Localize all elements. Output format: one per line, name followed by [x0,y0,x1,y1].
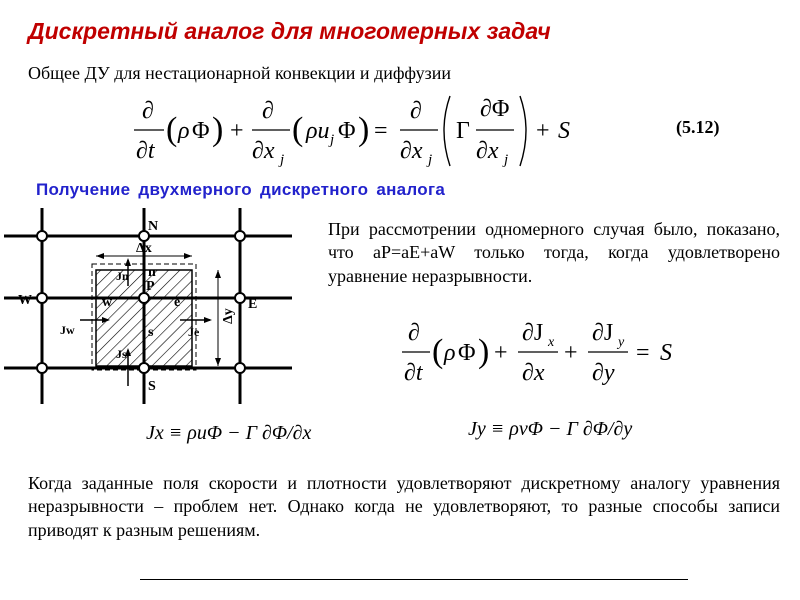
svg-text:+: + [230,118,244,144]
svg-text:S: S [660,340,672,366]
label-P: P [146,279,155,294]
svg-text:∂J: ∂J [522,320,544,346]
label-e: e [174,295,181,310]
svg-text:j: j [330,132,335,148]
svg-text:∂t: ∂t [136,138,155,164]
label-Je: Je [188,325,200,339]
label-Js: Js [116,347,127,361]
svg-text:Φ: Φ [192,118,210,144]
bottom-divider [140,579,688,580]
svg-text:∂t: ∂t [404,360,423,386]
svg-text:): ) [478,333,490,370]
main-equation [130,88,590,176]
svg-text:Φ: Φ [338,118,356,144]
node-w [37,293,47,303]
label-dy: Δy [221,308,236,324]
svg-text:∂x: ∂x [476,138,499,164]
svg-text:∂x: ∂x [400,138,423,164]
svg-text:j: j [504,152,509,168]
svg-text:+: + [494,340,508,366]
label-Jn: Jn [116,269,129,283]
svg-text:∂x: ∂x [522,360,545,386]
label-W: W [18,293,32,308]
svg-text:(: ( [292,111,304,148]
label-s: s [148,325,154,340]
label-N: N [148,219,159,234]
flux-x-definition: Jx ≡ ρuΦ − Γ ∂Φ/∂x [146,422,312,444]
control-volume-diagram [4,208,304,408]
svg-text:+: + [536,118,550,144]
svg-text:ρ: ρ [444,340,456,366]
label-E: E [248,297,258,312]
svg-text:(: ( [166,111,178,148]
svg-text:∂x: ∂x [252,138,275,164]
svg-text:y: y [618,335,625,350]
flux-equation [398,312,698,392]
label-dx: Δx [136,241,152,256]
svg-text:∂: ∂ [410,98,422,124]
page-title: Дискретный аналог для многомерных задач [28,18,551,44]
svg-text:=: = [636,340,650,366]
svg-text:+: + [564,340,578,366]
svg-text:∂J: ∂J [592,320,614,346]
svg-text:S: S [558,118,570,144]
label-S: S [148,379,156,394]
svg-text:Γ: Γ [456,118,470,144]
flux-y-definition: Jy ≡ ρvΦ − Γ ∂Φ/∂y [468,418,633,440]
svg-text:ρ: ρ [178,118,190,144]
paragraph-2: Когда заданные поля скорости и плотности удовлетворяют дискретному аналогу уравнения неразрывности – проблем нет. Однако когда не удовлетворяют, то разные способы записи приводят к разным решениям. [28,473,780,540]
svg-text:Φ: Φ [458,340,476,366]
svg-text:ρu: ρu [306,118,330,144]
svg-text:x: x [548,335,555,350]
svg-text:): ) [212,111,224,148]
label-w: w [102,295,113,310]
svg-text:∂: ∂ [142,98,154,124]
paragraph-1: При рассмотрении одномерного случая было, показано, что aP=aE+aW только тогда, когда удовлетворено уравнение неразрывности. [328,219,780,286]
svg-text:∂: ∂ [408,320,420,346]
svg-text:∂Φ: ∂Φ [480,96,510,122]
node-e [235,293,245,303]
equation-number: (5.12) [676,117,720,137]
svg-text:(: ( [432,333,444,370]
svg-text:∂y: ∂y [592,360,615,386]
label-Jw: Jw [60,323,75,337]
svg-text:j: j [280,152,285,168]
label-n: n [148,265,156,280]
intro-text: Общее ДУ для нестационарной конвекции и диффузии [28,63,452,83]
svg-text:=: = [374,118,388,144]
node-p [139,293,149,303]
svg-text:j: j [428,152,433,168]
section-subtitle: Получение двухмерного дискретного аналога [36,180,446,199]
svg-text:∂: ∂ [262,98,274,124]
svg-text:): ) [358,111,370,148]
